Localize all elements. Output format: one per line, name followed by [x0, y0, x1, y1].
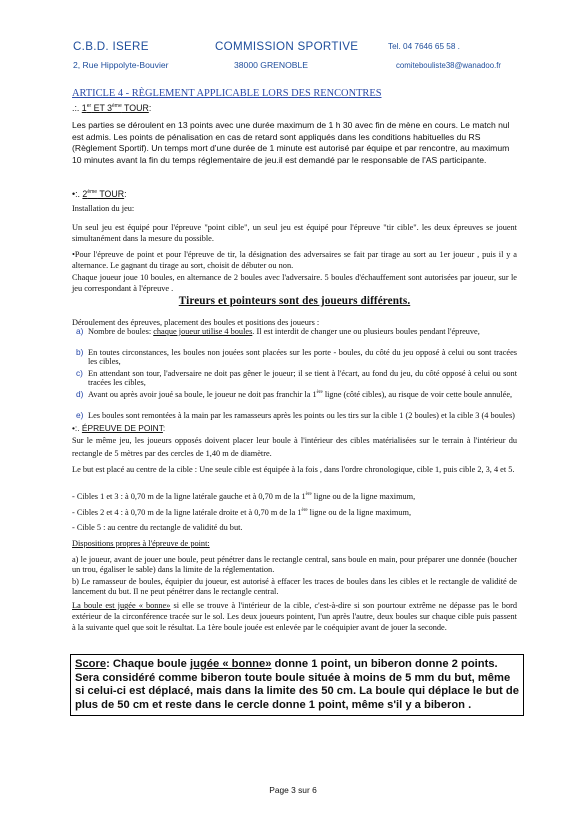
dispositions-heading: Dispositions propres à l'épreuve de point: [72, 539, 210, 548]
header-phone: Tel. 04 7646 65 58 . [388, 42, 460, 51]
list-item: c) En attendant son tour, l'adversaire ne doit pas gêner le joueur; il se tient à l'écart, au fond du jeu, du côté opposé à celui ou sont tracées les cibles, [76, 368, 517, 388]
point-p2: Le but est placé au centre de la cible : Une seule cible est équipée à la fois , dans l'ordre chronologique, cible 1, puis cible 2, 3, 4 et 5. [72, 465, 515, 474]
header-address: 2, Rue Hippolyte-Bouvier [73, 60, 169, 70]
rules-list [72, 327, 517, 432]
header-commission: COMMISSION SPORTIVE [215, 40, 359, 53]
tour2-p3: Chaque joueur joue 10 boules, en alternance de 2 boules avec l'adversaire. 5 boules d'échauffement sont autorisées par joueur, sur le jeu correspondant à l'épreuve . [72, 273, 517, 293]
boule-bonne-paragraph: La boule est jugée « bonne» si elle se trouve à l'intérieur de la cible, c'est-à-dire si son pourtour extrême ne dépasse pas le bord extérieur de la circonférence tracée sur le sol. Les deux joueurs pointent, l'un après l'autre, deux boules sur chaque cible puis passent à la suivante quel que soit le résultat. La 1ère boule jouée est enlevée par le coéquipier avant de jouer la seconde. [72, 601, 518, 632]
tour2-p1: Un seul jeu est équipé pour l'épreuve "point cible", un seul jeu est équipé pour l'épreuve "tir cible". les deux épreuves se jouent simultanément dans la mesure du possible. [72, 223, 517, 243]
score-label: Score [75, 658, 107, 670]
article-title-text: ARTICLE 4 - RÈGLEMENT APPLICABLE LORS DES RENCONTRES [72, 88, 382, 99]
tour1-heading-label: 1er ET 3ème TOUR [81, 103, 149, 113]
tour1-heading: .:. 1er ET 3ème TOUR: [72, 103, 152, 113]
cible-1-3: - Cibles 1 et 3 : à 0,70 m de la ligne latérale gauche et à 0,70 m de la 1ère ligne ou de la ligne maximum, [72, 492, 416, 501]
disposition-a: a) le joueur, avant de jouer une boule, peut pénétrer dans le rectangle central, sans boule en main, pour préparer une donnée (boucher un trou, égaliser le sable) dans la limite de la réglementation. [72, 555, 517, 574]
header-email: comitebouliste38@wanadoo.fr [396, 61, 502, 70]
score-box: Score: Chaque boule jugée « bonne» donne 1 point, un biberon donne 2 points. Sera considéré comme biberon toute boule située à moins de 5 mm du but, même si celui-ci est déplacé, mais dans la limite des 50 cm. La boule qui déplace le but de plus de 50 cm et reste dans le cercle donne 1 point, même s'il y a biberon . [70, 654, 524, 716]
tour2-p2: •Pour l'épreuve de point et pour l'épreuve de tir, la désignation des adversaires se fait par tirage au sort au 1er joueur , puis il y a alternance. Le gagnant du tirage au sort, choisit de débuter ou non. [72, 250, 517, 270]
header-city: 38000 GRENOBLE [234, 60, 309, 70]
list-item: b) En toutes circonstances, les boules non jouées sont placées sur les porte - boules, du côté du jeu opposé à celui ou sont tracées les cibles, [76, 347, 517, 367]
deroulement-heading: Déroulement des épreuves, placement des boules et positions des joueurs : [72, 318, 320, 327]
tour1-text: Les parties se déroulent en 13 points avec une durée maximum de 1 h 30 avec fin de mène en cours. Le match nul est admis. Les points de pénalisation en cas de retard sont appliqués dans les conditions habituelles du RS (Règlement Sportif). Un temps mort d'une durée de 1 minute est autorisé par équipe et par rencontre, au maximum 10 minutes avant la fin du temps réglementaire de jeu.il est demandé par le responsable de l'AS participante. [72, 120, 510, 165]
tour2-heading-label: 2ème TOUR [82, 189, 125, 199]
list-item: d) Avant ou après avoir joué sa boule, le joueur ne doit pas franchir la 1ère ligne (côté cibles), au risque de voir cette boule annulée, [76, 389, 513, 399]
tour2-bullet: •:. [72, 189, 83, 199]
article-title [72, 88, 517, 99]
tireurs-pointeurs-note: Tireurs et pointeurs sont des joueurs différents. [178, 295, 411, 307]
tour1-bullet: .:. [72, 103, 82, 113]
list-item: e) Les boules sont remontées à la main par les ramasseurs après les points ou les tirs sur la cible 1 (2 boules) et la cible 3 (4 boules) [76, 410, 515, 420]
cible-5: - Cible 5 : au centre du rectangle de validité du but. [72, 523, 243, 532]
cible-2-4: - Cibles 2 et 4 : à 0,70 m de la ligne latérale droite et à 0,70 m de la 1ère ligne ou de la ligne maximum, [72, 508, 412, 517]
installation-heading: Installation du jeu: [72, 204, 135, 213]
page-number: Page 3 sur 6 [269, 785, 317, 795]
tour2-heading: •:. 2ème TOUR: [72, 189, 127, 199]
point-heading: •:. ÉPREUVE DE POINT: [72, 423, 166, 433]
point-p1: Sur le même jeu, les joueurs opposés doivent placer leur boule à l'intérieur des cibles matérialisées sur le terrain à l'intérieur du rectangle de 5 mètres par des cercles de 1,40 m de diamètre. [72, 436, 517, 458]
disposition-b: b) Le ramasseur de boules, équipier du joueur, est autorisé à effacer les traces de boules dans les cibles et le rectangle de validité de lancement du but. Il ne peut pénétrer dans le rectangle central. [72, 577, 517, 596]
header-org: C.B.D. ISERE [73, 40, 149, 53]
list-item: a) Nombre de boules: chaque joueur utilise 4 boules. Il est interdit de changer une ou plusieurs boules pendant l'épreuve, [76, 326, 480, 336]
